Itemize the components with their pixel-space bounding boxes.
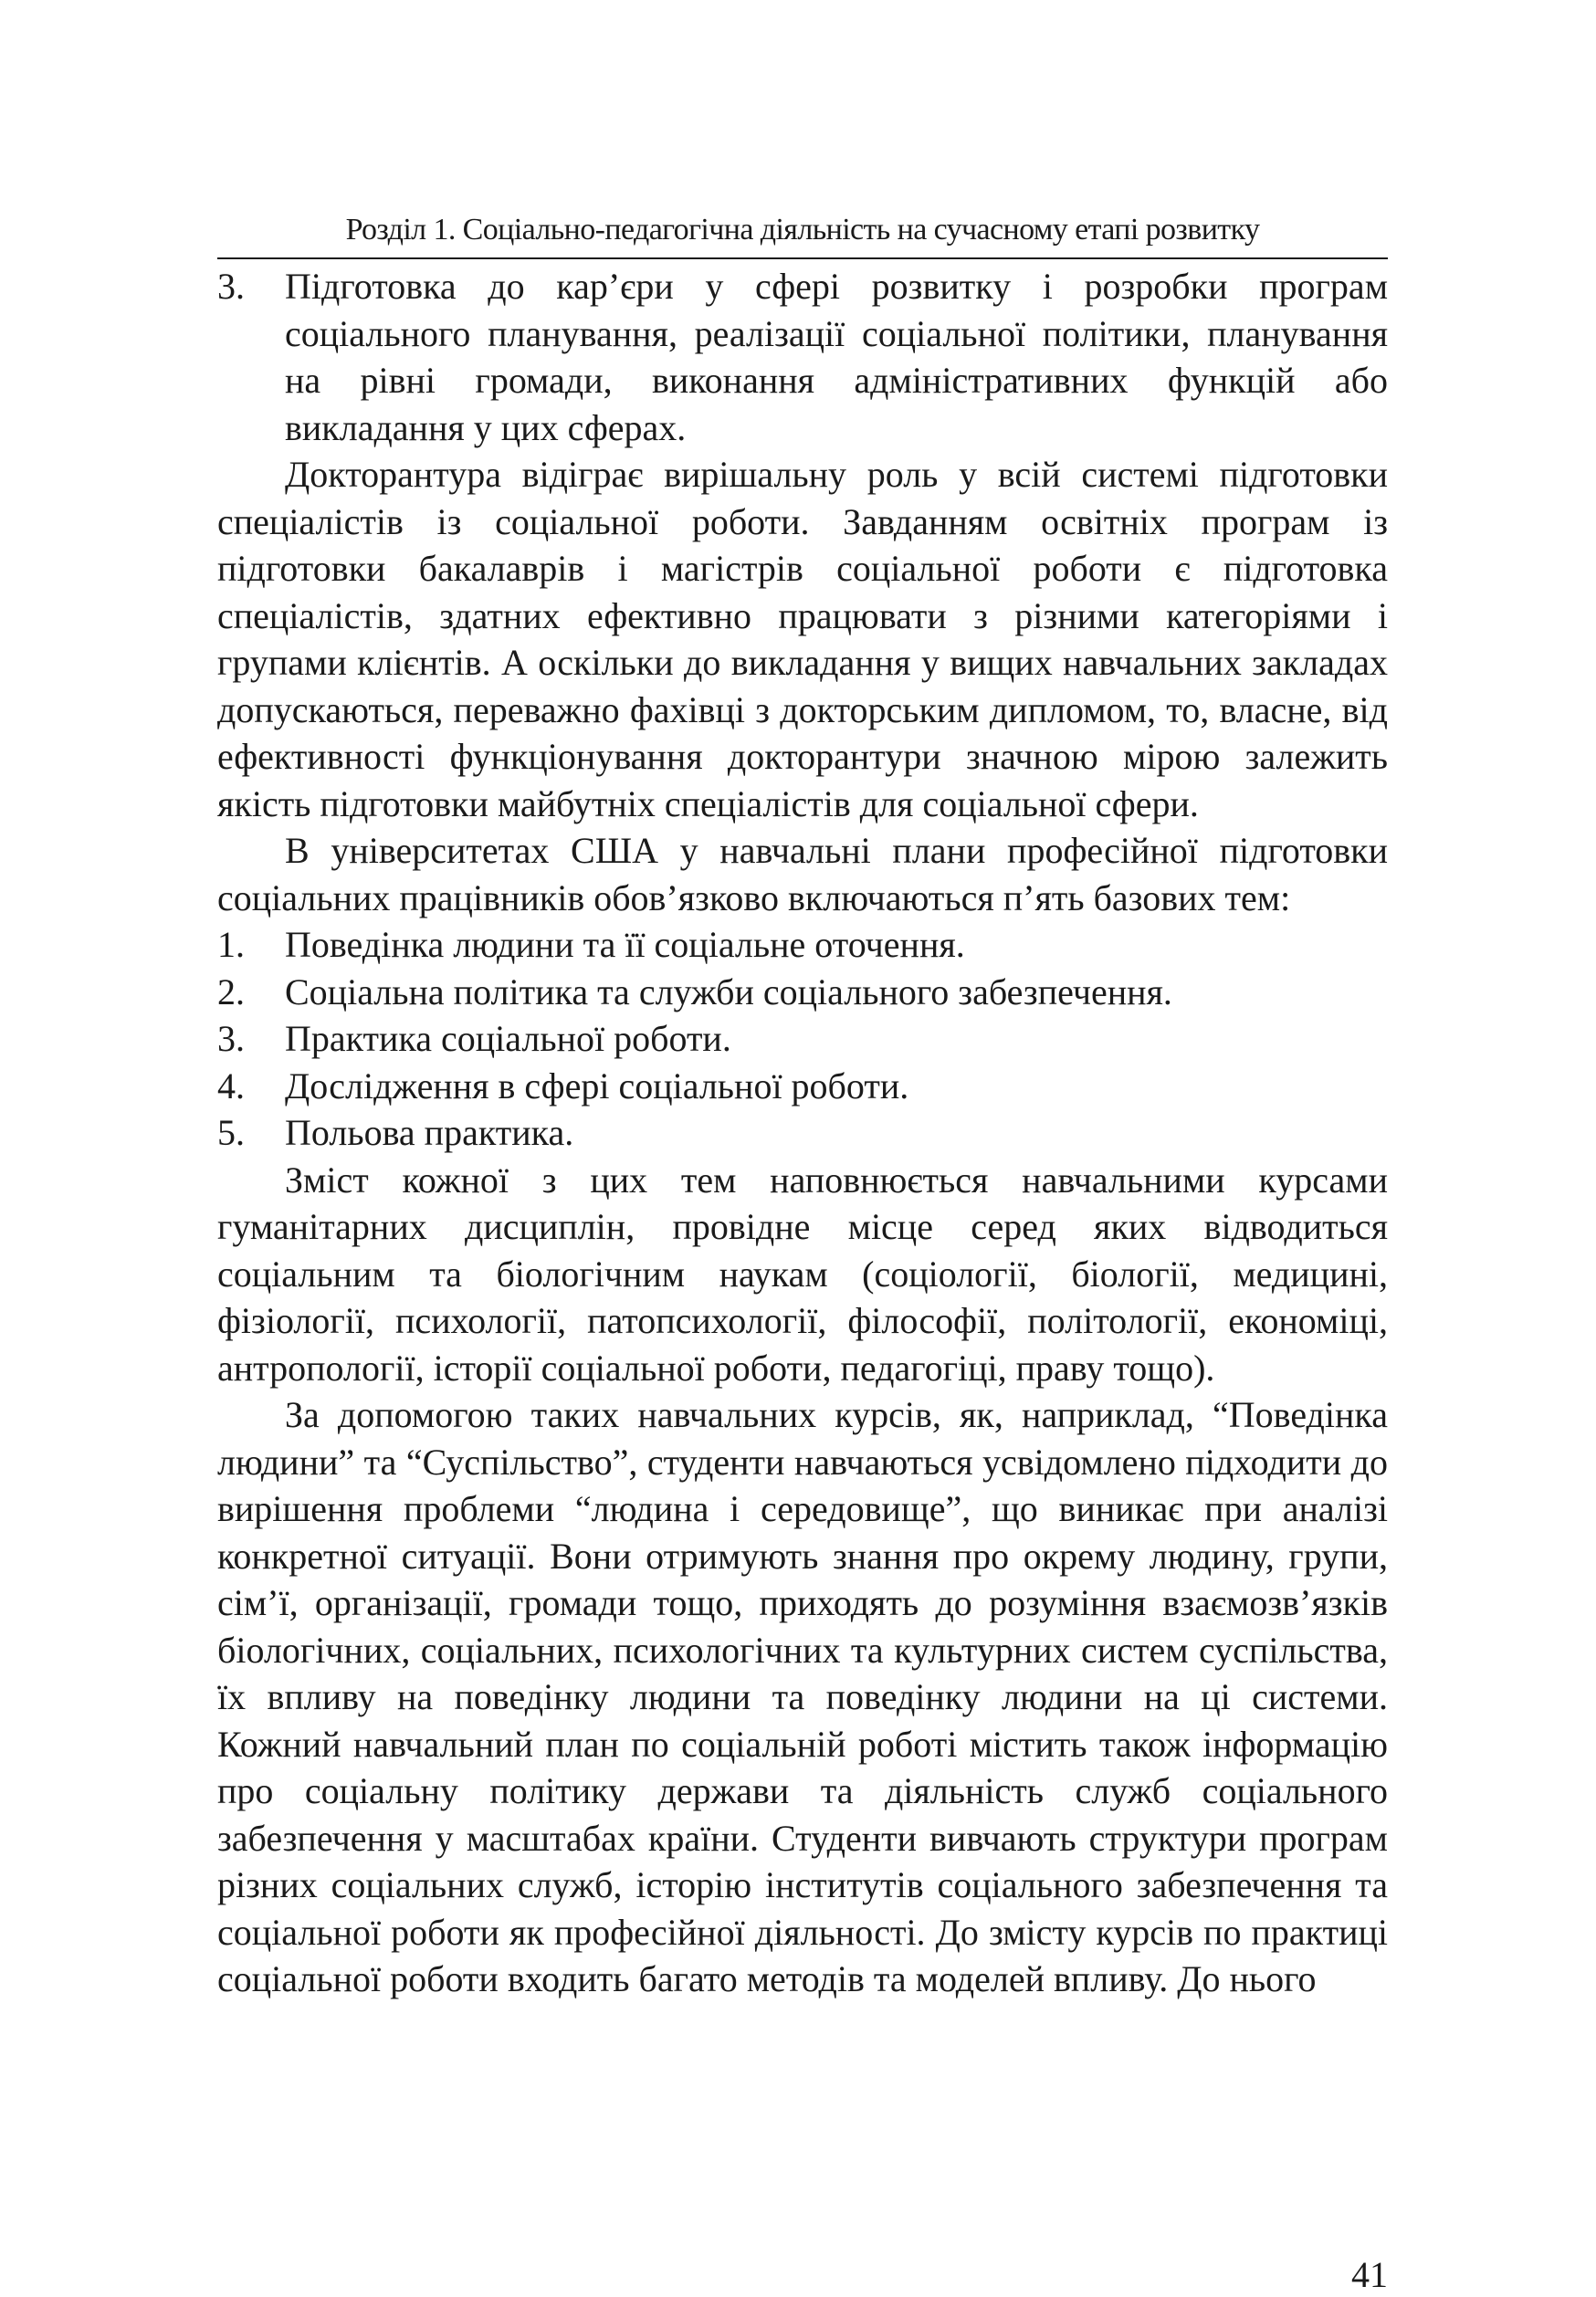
- topic-item: [217, 1063, 1388, 1110]
- list-text: Підготовка до кар’єри у сфері розвитку і розробки програм соціального планування, реалізації соціальної політики, планування на рівні громади, виконання адміністративних функцій або викладання у цих сферах.: [285, 266, 1388, 448]
- topic-text: Поведінка людини та її соціальне оточення.: [285, 924, 965, 965]
- page-number: 41: [1351, 2254, 1388, 2295]
- topic-number: 3.: [217, 1018, 245, 1059]
- topic-item: [217, 1109, 1388, 1157]
- page-body: [217, 263, 1388, 2003]
- paragraph-disciplines: Зміст кожної з цих тем наповнюється навчальними курсами гуманітарних дисциплін, провідне місце серед яких відводиться соціальним та біологічним наукам (соціології, біології, медицині, фізіології, психології, патопсихології, філософії, політології, економіці, антропології, історії соціальної роботи, педагогіці, праву тощо).: [217, 1159, 1388, 1389]
- paragraph-courses: За допомогою таких навчальних курсів, як, наприклад, “Поведінка людини” та “Суспільство”, студенти навчаються усвідомлено підходити до вирішення проблеми “людина і середовище”, що виникає при аналізі конкретної ситуації. Вони отримують знання про окрему людину, групи, сім’ї, організації, громади тощо, приходять до розуміння взаємозв’язків біологічних, соціальних, психологічних та культурних систем суспільства, їх впливу на поведінку людини та поведінку людини на ці системи. Кожний навчальний план по соціальній роботі містить також інформацію про соціальну політику держави та діяльність служб соціального забезпечення у масштабах країни. Студенти вивчають структури програм різних соціальних служб, історію інститутів соціального забезпечення та соціальної роботи як професійної діяльності. До змісту курсів по практиці соціальної роботи входить багато методів та моделей впливу. До нього: [217, 1394, 1388, 1999]
- topic-text: Польова практика.: [285, 1112, 574, 1153]
- topic-text: Дослідження в сфері соціальної роботи.: [285, 1065, 909, 1107]
- career-list-item: [217, 263, 1388, 451]
- topic-item: [217, 1015, 1388, 1063]
- topic-item: [217, 921, 1388, 969]
- topic-number: 4.: [217, 1065, 245, 1107]
- book-page: [217, 208, 1388, 2295]
- list-number: 3.: [217, 266, 245, 307]
- topic-number: 1.: [217, 924, 245, 965]
- topic-number: 2.: [217, 970, 245, 1012]
- topic-number: 5.: [217, 1112, 245, 1153]
- topic-item: [217, 969, 1388, 1016]
- topics-list: [217, 921, 1388, 1157]
- running-header: Розділ 1. Соціально-педагогічна діяльність на сучасному етапі розвитку: [217, 208, 1388, 259]
- paragraph-doctorate: Докторантура відіграє вирішальну роль у всій системі підготовки спеціалістів із соціальної роботи. Завданням освітніх програм із підготовки бакалаврів і магістрів соціальної роботи є підготовка спеціалістів, здатних ефективно працювати з різними категоріями і групами клієнтів. А оскільки до викладання у вищих навчальних закладах допускаються, переважно фахівці з докторським дипломом, то, власне, від ефективності функціонування докторантури значною мірою залежить якість підготовки майбутніх спеціалістів для соціальної сфери.: [217, 454, 1388, 824]
- topic-text: Соціальна політика та служби соціального забезпечення.: [285, 970, 1172, 1012]
- paragraph-us-universities: В університетах США у навчальні плани професійної підготовки соціальних працівників обов’язково включаються п’ять базових тем:: [217, 830, 1388, 918]
- topic-text: Практика соціальної роботи.: [285, 1018, 731, 1059]
